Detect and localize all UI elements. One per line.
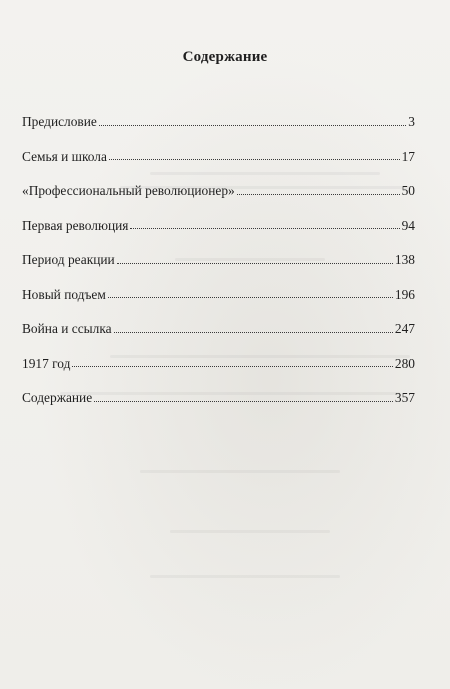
- toc-entry-label: «Профессиональный революционер»: [22, 183, 235, 199]
- toc-entry-page-number: 357: [394, 390, 415, 406]
- toc-entry: [22, 301, 415, 336]
- table-of-contents: [22, 94, 415, 405]
- dot-leader: [237, 194, 400, 195]
- bleed-through-line: [150, 575, 340, 578]
- dot-leader: [108, 297, 393, 298]
- toc-entry: [22, 232, 415, 267]
- toc-entry: [22, 163, 415, 198]
- toc-entry-label: Семья и школа: [22, 148, 107, 164]
- toc-entry-label: Первая революция: [22, 217, 129, 233]
- page-title: Содержание: [182, 49, 268, 65]
- toc-entry: [22, 336, 415, 371]
- toc-entry-page-number: 50: [401, 183, 415, 199]
- toc-entry-label: Предисловие: [22, 114, 97, 130]
- bleed-through-line: [170, 530, 330, 533]
- dot-leader: [72, 366, 392, 367]
- dot-leader: [114, 332, 393, 333]
- toc-entry-page-number: 3: [408, 114, 415, 130]
- toc-entry-page-number: 17: [401, 148, 415, 164]
- toc-entry-label: Содержание: [22, 390, 93, 406]
- toc-entry-label: Война и ссылка: [22, 321, 112, 337]
- dot-leader: [130, 228, 399, 229]
- toc-entry-page-number: 196: [394, 286, 415, 302]
- dot-leader: [117, 263, 393, 264]
- toc-entry: [22, 129, 415, 164]
- toc-entry-page-number: 280: [394, 355, 415, 371]
- dot-leader: [99, 125, 406, 126]
- toc-entry: [22, 267, 415, 302]
- toc-entry-page-number: 247: [394, 321, 415, 337]
- toc-entry-label: Период реакции: [22, 252, 115, 268]
- toc-entry: [22, 198, 415, 233]
- toc-entry-page-number: 138: [394, 252, 415, 268]
- toc-entry: [22, 370, 415, 405]
- dot-leader: [94, 401, 393, 402]
- dot-leader: [109, 159, 400, 160]
- bleed-through-line: [140, 470, 340, 473]
- toc-entry-label: Новый подъем: [22, 286, 106, 302]
- toc-entry: [22, 94, 415, 129]
- toc-entry-label: 1917 год: [22, 355, 71, 371]
- toc-entry-page-number: 94: [401, 217, 415, 233]
